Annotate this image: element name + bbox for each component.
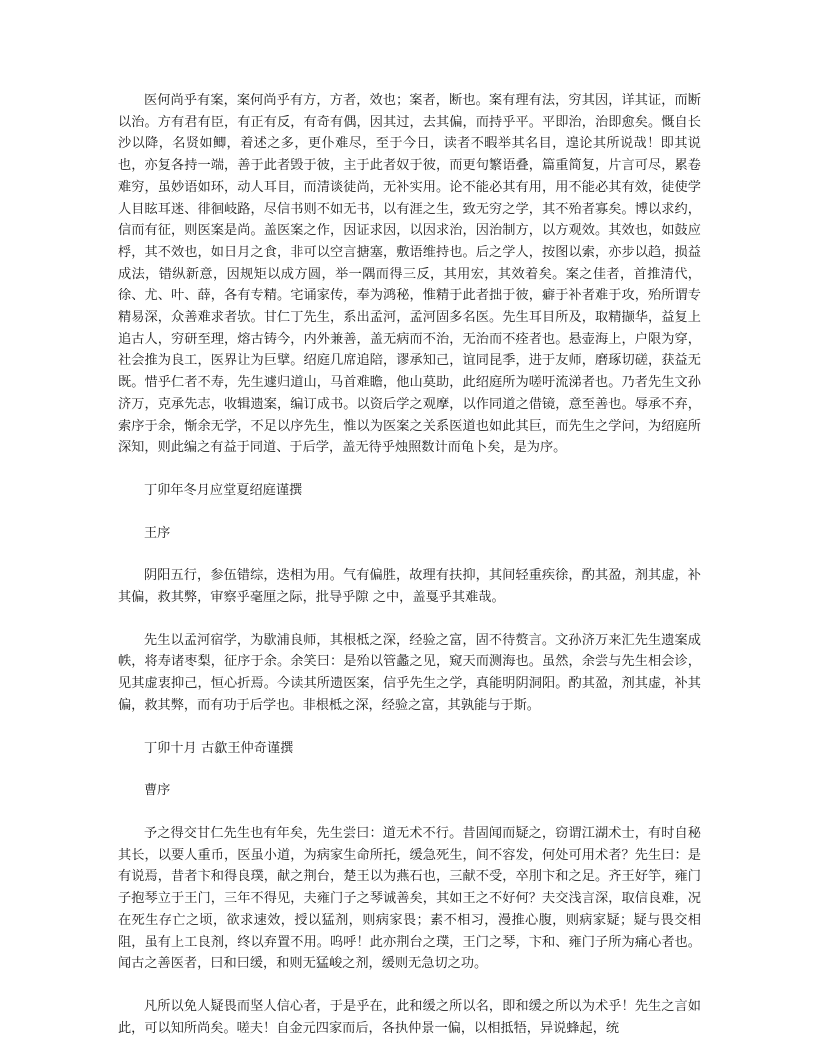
document-page [118,90,701,1039]
cao-paragraph-1: 予之得交甘仁先生也有年矣，先生尝曰：道无术不行。昔固闻而疑之，窃谓江湖术士，有时自秘其长，以要人重币，医虽小道，为病家生命所托，缓急死生，间不容发，何处可用术者？先生曰：是有说焉，昔者卞和得良璞，献之荆台，楚王以为燕石也，三献不受，卒刖卞和之足。齐王好竽，雍门子抱琴立于王门，三年不得见，夫雍门子之琴诚善矣，其如王之不好何？夫交浅言深，取信良难，况在死生存亡之顷，欲求速效，授以猛剂，则病家畏；素不相习，漫推心腹，则病家疑；疑与畏交相阻，虽有上工良剂，终以弃置不用。呜呼！此亦荆台之璞，王门之琴，卞和、雍门子所为痛心者也。闻古之善医者，曰和曰缓，和则无猛峻之剂，缓则无急切之功。 [118,825,701,972]
section-heading-wang: 王序 [144,525,171,541]
wang-signature: 丁卯十月 古歙王仲奇谨撰 [144,740,294,756]
section-heading-cao: 曹序 [144,783,171,799]
wang-paragraph-2: 先生以孟河宿学，为歇浦良师，其根柢之深，经验之富，固不待赘言。文孙济万来汇先生遗案成帙，将寿诸枣梨，征序于余。余笑曰：是殆以管蠡之见，窥天而测海也。虽然，余尝与先生相会诊，见其虚衷抑己，恒心折焉。今读其所遗医案，信乎先生之学，真能明阴洞阳。酌其盈，剂其虚，补其偏，救其弊，而有功于后学也。非根柢之深，经验之富，其孰能与于斯。 [118,632,701,713]
preface-signature: 丁卯年冬月应堂夏绍庭谨撰 [144,482,303,498]
wang-paragraph-1: 阴阳五行，参伍错综，迭相为用。气有偏胜，故理有扶抑，其间轻重疾徐，酌其盈，剂其虚，补其偏，救其弊，审察乎毫厘之际，批导乎隙 之中，盖戛乎其难哉。 [118,568,701,606]
cao-paragraph-2: 凡所以免人疑畏而坚人信心者，于是乎在，此和缓之所以名，即和缓之所以为术乎！先生之言如此，可以知所尚矣。嗟夫！自金元四家而后，各执仲景一偏，以相抵牾，异说蜂起，统 [118,998,701,1036]
preface-paragraph: 医何尚乎有案，案何尚乎有方，方者，效也；案者，断也。案有理有法，穷其因，详其证，而断以治。方有君有臣，有正有反，有奇有偶，因其过，去其偏，而持乎平。平即治，治即愈矣。慨自长沙以降，名贤如鲫，着述之多，更仆难尽，至于今日，读者不暇举其名目，遑论其所说哉！即其说也，亦复各持一端，善于此者毁于彼，主于此者奴于彼，而更句繁语叠，篇重简复，片言可尽，累卷难穷，虽妙语如环，动人耳目，而清谈徒尚，无补实用。论不能必其有用，用不能必其有效，徒使学人目眩耳迷、徘徊岐路，尽信书则不如无书，以有涯之生，致无穷之学，其不殆者寡矣。博以求约，信而有征，则医案是尚。盖医案之作，因证求因，以因求治，因治制方，以方观效。其效也，如鼓应桴，其不效也，如日月之食，非可以空言搪塞，敷语维持也。后之学人，按图以索，亦步以趋，损益成法，错纵新意，因规矩以成方圆，举一隅而得三反，其用宏，其效着矣。案之佳者，首推清代，徐、尤、叶、薛，各有专精。宅诵家传，奉为鸿秘，惟精于此者拙于彼，癖于补者难于攻，殆所谓专精易深，众善难求者欤。甘仁丁先生，系出孟河，孟河固多名医。先生耳目所及，取精撷华，益复上追古人，穷研至理，熔古铸今，内外兼善，盖无病而不治，无治而不痊者也。悬壶海上，户限为穿，社会推为良工，医界让为巨擘。绍庭几席追陪，谬承知己，谊同昆季，进于友师，磨琢切磋，获益无既。惜乎仁者不寿，先生遽归道山，马首难瞻，他山莫助，此绍庭所为嗟吁流涕者也。乃者先生文孙济万，克承先志，收辑遗案，编订成书。以资后学之观摩，以作同道之借镜，意至善也。辱承不弃，索序于余，惭余无学，不足以序先生，惟以为医案之关系医道也如此其巨，而先生之学问，为绍庭所深知，则此编之有益于同道、于后学，盖无待乎烛照数计而龟卜矣，是为序。 [118,93,701,456]
